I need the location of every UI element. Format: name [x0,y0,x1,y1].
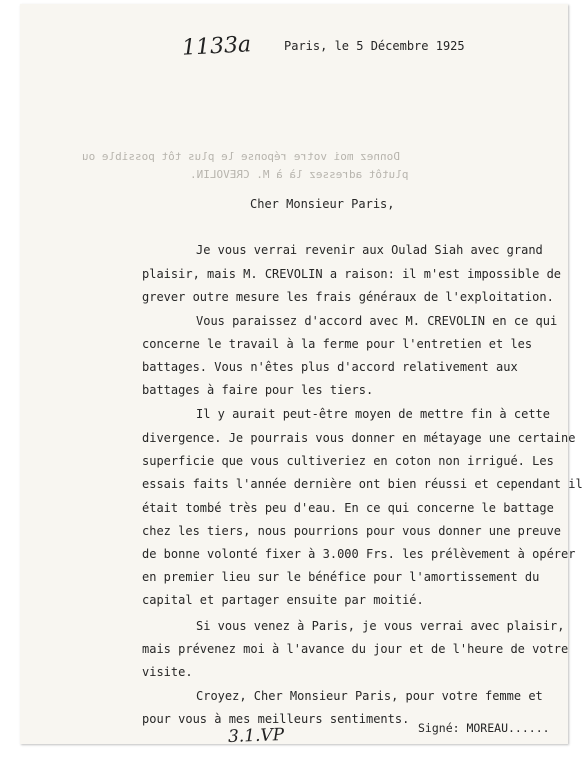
paragraph-4-line-3: visite. [142,665,193,679]
bleed-through-line-2: plutôt adressez là à M. CREVOLIN. [190,168,409,181]
paragraph-3-line-9: capital et partager ensuite par moitié. [142,593,424,607]
paragraph-2-line-1: Vous paraissez d'accord avec M. CREVOLIN en ce qui [196,314,558,328]
paragraph-2-line-2: concerne le travail à la ferme pour l'entretien et les [142,337,533,351]
paragraph-3-line-1: Il y aurait peut-être moyen de mettre fin à cette [196,407,551,421]
date-line: Paris, le 5 Décembre 1925 [284,39,465,53]
paragraph-1-line-1: Je vous verrai revenir aux Oulad Siah avec grand [196,243,543,257]
paragraph-3-line-8: en premier lieu sur le bénéfice pour l'amortissement du [142,570,540,584]
handwritten-reference-number: 1133a [181,32,252,61]
paragraph-3-line-3: superficie que vous cultiveriez en coton non irrigué. Les [142,454,554,468]
salutation: Cher Monsieur Paris, [250,197,395,211]
handwritten-initials: 3.1.VP [227,725,285,747]
bleed-through-line-1: Donnez moi votre réponse le plus tôt possible ou [82,150,400,163]
paragraph-3-line-6: chez les tiers, nous pourrions pour vous donner une preuve [142,524,562,538]
paragraph-2-line-3: battages. Vous n'êtes plus d'accord relativement aux [142,360,518,374]
paragraph-3-line-7: de bonne volonté fixer à 3.000 Frs. les prélèvement à opérer [142,547,576,561]
paragraph-5-line-2: pour vous à mes meilleurs sentiments. [142,712,410,726]
paragraph-4-line-1: Si vous venez à Paris, je vous verrai avec plaisir, [196,619,565,633]
paragraph-3-line-4: essais faits l'année dernière ont bien réussi et cependant il [142,477,583,491]
letter-sheet [20,4,583,747]
paragraph-3-line-2: divergence. Je pourrais vous donner en métayage une certaine [142,431,576,445]
paragraph-4-line-2: mais prévenez moi à l'avance du jour et de l'heure de votre [142,642,569,656]
paragraph-1-line-3: grever outre mesure les frais généraux de l'exploitation. [142,290,554,304]
paragraph-2-line-4: battages à faire pour les tiers. [142,383,374,397]
paragraph-5-line-1: Croyez, Cher Monsieur Paris, pour votre femme et [196,689,543,703]
signature-line: Signé: MOREAU...... [418,721,550,735]
paragraph-3-line-5: était tombé très peu d'eau. En ce qui concerne le battage [142,501,554,515]
paragraph-1-line-2: plaisir, mais M. CREVOLIN a raison: il m'est impossible de [142,267,562,281]
